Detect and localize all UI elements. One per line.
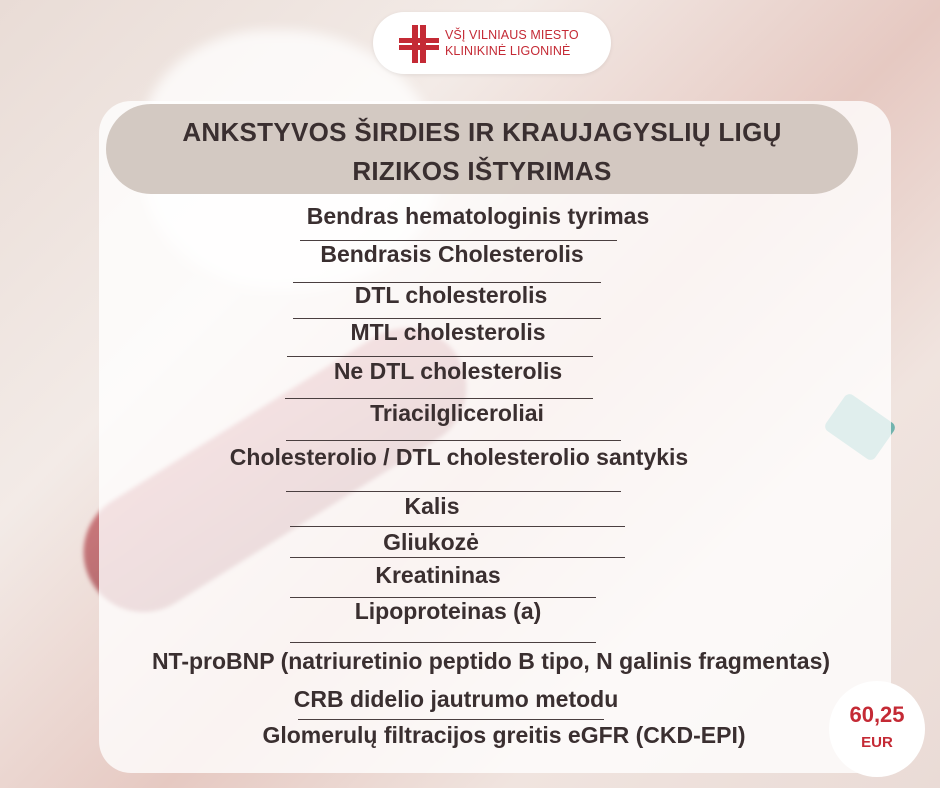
price-value: 60,25 (849, 702, 905, 727)
divider (286, 491, 621, 492)
divider (285, 398, 593, 399)
hospital-name-line1: VŠĮ VILNIAUS MIESTO (445, 28, 579, 42)
price-badge (829, 681, 925, 777)
test-item: Kreatininas (375, 562, 501, 588)
divider (290, 557, 625, 558)
title-line2: RIZIKOS IŠTYRIMAS (352, 156, 612, 186)
divider (290, 526, 625, 527)
hospital-name-line2: KLINIKINĖ LIGONINĖ (445, 44, 571, 58)
test-item: Triacilgliceroliai (370, 400, 544, 426)
test-item: CRB didelio jautrumo metodu (293, 686, 619, 712)
test-item: Ne DTL cholesterolis (333, 358, 563, 384)
test-item: Bendrasis Cholesterolis (320, 241, 584, 267)
test-item: NT-proBNP (natriuretinio peptido B tipo, N galinis fragmentas) (151, 648, 831, 674)
hospital-logo (373, 12, 611, 74)
page-title (106, 113, 858, 191)
title-line1: ANKSTYVOS ŠIRDIES IR KRAUJAGYSLIŲ LIGŲ (182, 117, 782, 147)
test-item: Bendras hematologinis tyrimas (306, 203, 650, 229)
test-item: DTL cholesterolis (354, 282, 548, 308)
test-item: MTL cholesterolis (350, 319, 546, 345)
test-item: Gliukozė (383, 529, 479, 555)
divider (287, 356, 593, 357)
divider (298, 719, 604, 720)
medical-cross-icon (399, 25, 439, 63)
test-item: Cholesterolio / DTL cholesterolio santykis (229, 444, 689, 470)
test-item: Kalis (404, 493, 460, 519)
divider (286, 440, 621, 441)
test-item: Glomerulų filtracijos greitis eGFR (CKD-EPI) (262, 722, 746, 748)
divider (290, 642, 596, 643)
hospital-name (445, 27, 579, 59)
price-currency: EUR (861, 734, 893, 751)
test-item: Lipoproteinas (a) (354, 598, 542, 624)
